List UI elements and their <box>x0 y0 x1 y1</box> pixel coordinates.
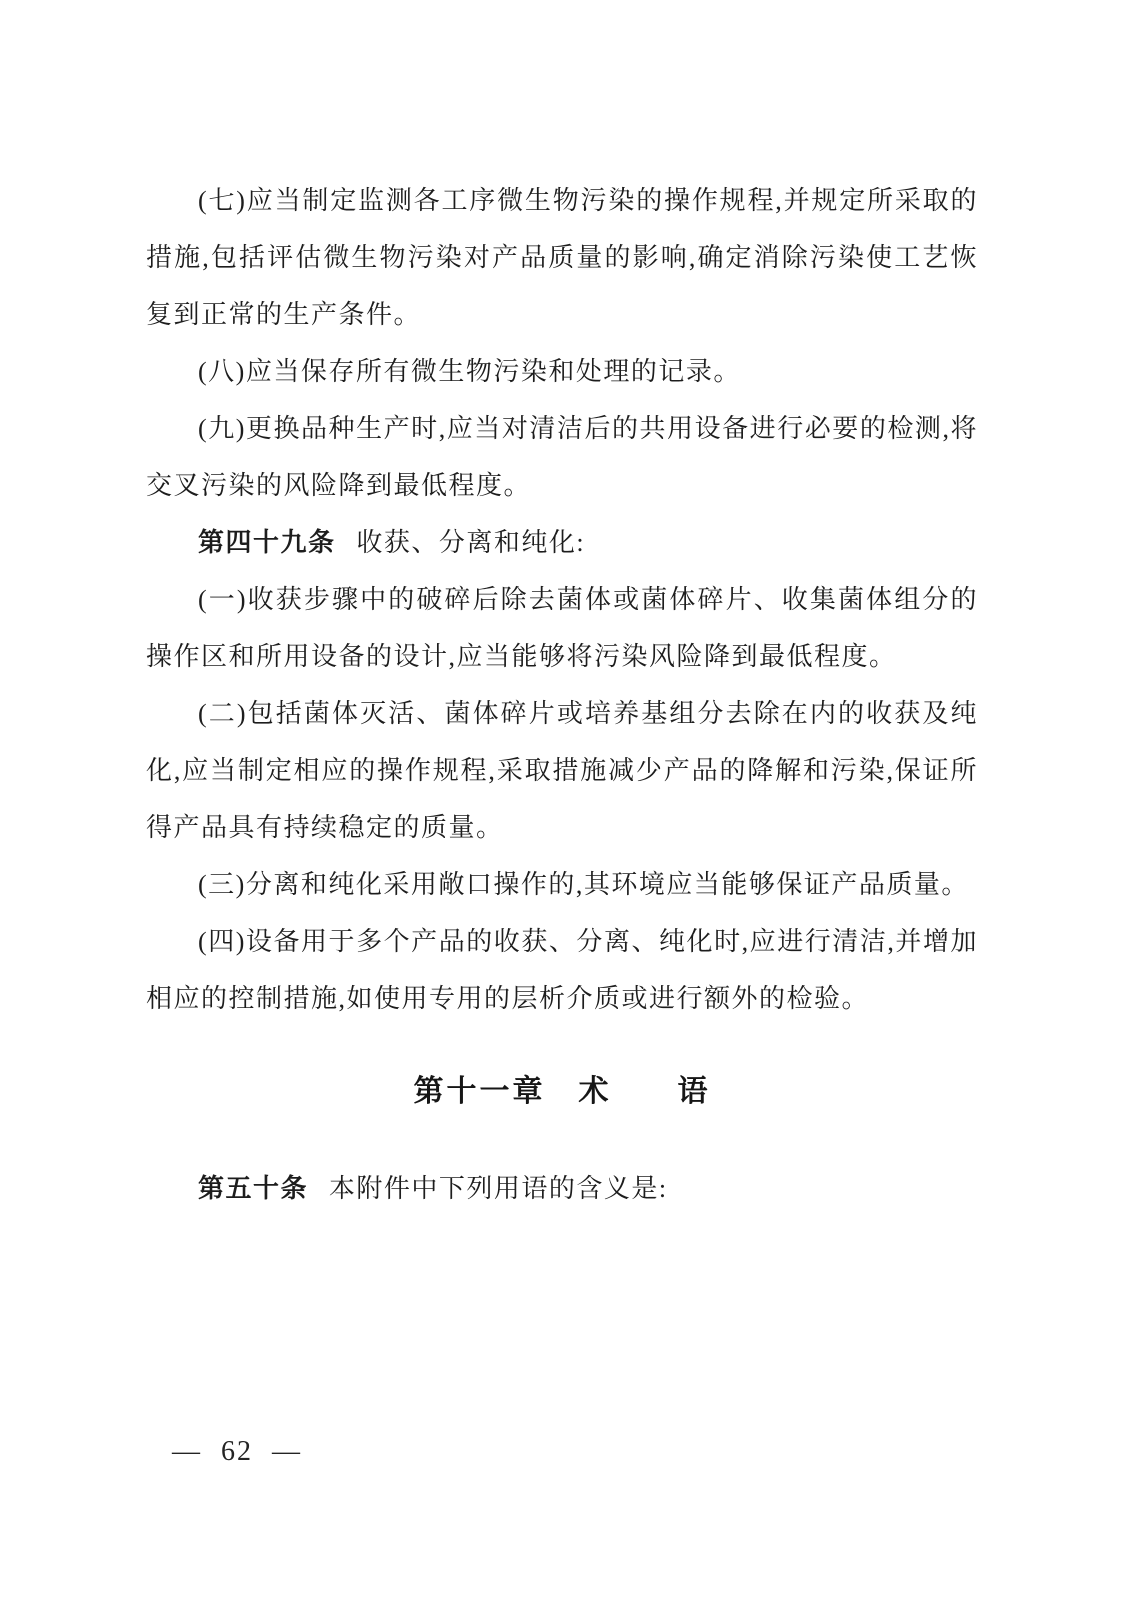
paragraph-item-2 <box>146 685 978 856</box>
chapter-heading: 第十一章 术 语 <box>413 1075 711 1108</box>
document-body <box>146 172 978 1217</box>
paragraph-text: (一)收获步骤中的破碎后除去菌体或菌体碎片、收集菌体组分的操作区和所用设备的设计,应当能够将污染风险降到最低程度。 <box>146 585 978 671</box>
paragraph-text: (八)应当保存所有微生物污染和处理的记录。 <box>198 357 741 386</box>
paragraph-item-1 <box>146 571 978 685</box>
article-number: 第四十九条 <box>198 527 336 557</box>
paragraph-article-49 <box>146 514 978 571</box>
paragraph-item-4 <box>146 913 978 1027</box>
paragraph-item-8 <box>146 343 978 400</box>
page-number: — 62 — <box>172 1436 302 1467</box>
paragraph-text: (四)设备用于多个产品的收获、分离、纯化时,应进行清洁,并增加相应的控制措施,如使用专用的层析介质或进行额外的检验。 <box>146 927 978 1013</box>
article-number: 第五十条 <box>198 1173 309 1203</box>
paragraph-text: (二)包括菌体灭活、菌体碎片或培养基组分去除在内的收获及纯化,应当制定相应的操作规程,采取措施减少产品的降解和污染,保证所得产品具有持续稳定的质量。 <box>146 699 978 842</box>
paragraph-text: (三)分离和纯化采用敞口操作的,其环境应当能够保证产品质量。 <box>198 870 969 899</box>
paragraph-text: (九)更换品种生产时,应当对清洁后的共用设备进行必要的检测,将交叉污染的风险降到最低程度。 <box>146 414 978 500</box>
paragraph-text: 收获、分离和纯化: <box>356 528 586 557</box>
paragraph-item-7 <box>146 172 978 343</box>
paragraph-text: (七)应当制定监测各工序微生物污染的操作规程,并规定所采取的措施,包括评估微生物污染对产品质量的影响,确定消除污染使工艺恢复到正常的生产条件。 <box>146 186 978 329</box>
paragraph-article-50 <box>146 1160 978 1217</box>
paragraph-text: 本附件中下列用语的含义是: <box>328 1174 668 1203</box>
paragraph-item-3 <box>146 856 978 913</box>
paragraph-item-9 <box>146 400 978 514</box>
